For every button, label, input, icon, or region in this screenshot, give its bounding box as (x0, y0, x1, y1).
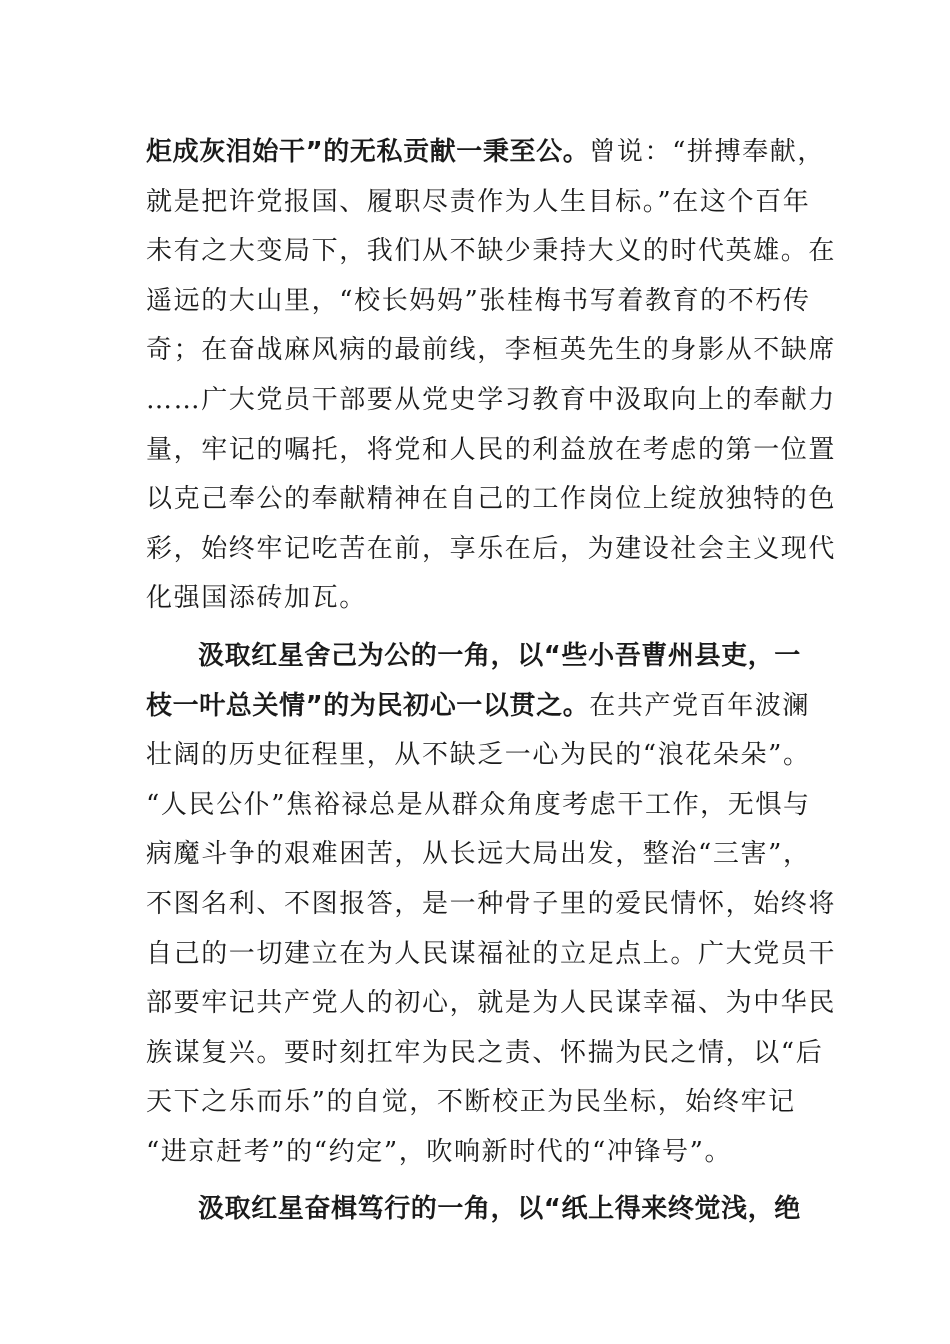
body-text: 化强国添砖加瓦。 (146, 583, 367, 614)
bold-lead: 枝一叶总关情”的为民初心一以贯之。 (146, 690, 590, 721)
text-line (146, 781, 816, 831)
text-line (146, 830, 816, 880)
text-line (146, 930, 837, 980)
body-text: “进京赶考”的“约定”，吹响新时代的“冲锋号”。 (146, 1136, 733, 1167)
body-text: 奇；在奋战麻风病的最前线，李桓英先生的身影从不缺席 (146, 335, 837, 366)
text-line (146, 731, 816, 781)
body-text: 病魔斗争的艰难困苦，从长远大局出发，整治“三害”， (146, 839, 811, 870)
body-text: “人民公仆”焦裕禄总是从群众角度考虑干工作，无惧与 (146, 789, 811, 820)
text-line (146, 525, 837, 575)
text-line (146, 426, 837, 476)
text-line (146, 475, 837, 525)
body-text: 在共产党百年波澜 (589, 690, 811, 721)
paragraph-2 (146, 632, 837, 1178)
body-text: 就是把许党报国、履职尽责作为人生目标。”在这个百年 (146, 186, 811, 217)
text-line (146, 178, 816, 228)
text-line (146, 632, 816, 682)
bold-lead: 炬成灰泪始干”的无私贡献一秉至公。 (146, 137, 590, 167)
paragraph-gap (146, 1177, 816, 1185)
bold-lead: 汲取红星奋楫笃行的一角，以“纸上得来终觉浅，绝 (198, 1194, 801, 1225)
text-line (146, 326, 837, 376)
body-text: 曾说：“拼搏奉献， (589, 137, 825, 167)
text-line (146, 128, 825, 178)
body-text: 壮阔的历史征程里，从不缺乏一心为民的“浪花朵朵”。 (146, 740, 811, 771)
body-text: 以克己奉公的奉献精神在自己的工作岗位上绽放独特的色 (146, 484, 837, 515)
body-text: 部要牢记共产党人的初心，就是为人民谋幸福、为中华民 (146, 988, 837, 1019)
body-text: 量，牢记的嘱托，将党和人民的利益放在考虑的第一位置 (146, 434, 837, 465)
text-line (146, 979, 837, 1029)
body-text: 不图名利、不图报答，是一种骨子里的爱民情怀，始终将 (146, 888, 837, 919)
body-text: 未有之大变局下，我们从不缺少秉持大义的时代英雄。在 (146, 236, 837, 267)
body-text: ……广大党员干部要从党史学习教育中汲取向上的奉献力 (146, 384, 837, 415)
text-line (146, 1078, 816, 1128)
body-text: 彩，始终牢记吃苦在前，享乐在后，为建设社会主义现代 (146, 533, 837, 564)
text-line (146, 682, 816, 732)
text-line (146, 227, 837, 277)
paragraph-1 (146, 128, 837, 624)
text-line (146, 1029, 824, 1079)
paragraph-gap (146, 624, 816, 632)
text-line (146, 1185, 816, 1235)
body-text: 遥远的大山里，“校长妈妈”张桂梅书写着教育的不朽传 (146, 285, 811, 316)
text-line (146, 880, 837, 930)
text-line (146, 376, 837, 426)
body-text: 自己的一切建立在为人民谋福祉的立足点上。广大党员干 (146, 938, 837, 969)
text-line (146, 1128, 816, 1178)
document-body (146, 128, 837, 1235)
paragraph-3 (146, 1185, 816, 1235)
text-line (146, 574, 816, 624)
bold-lead: 汲取红星舍己为公的一角，以“些小吾曹州县吏，一 (198, 640, 801, 671)
body-text: 族谋复兴。要时刻扛牢为民之责、怀揣为民之情，以“后 (146, 1037, 824, 1068)
text-line (146, 277, 816, 327)
body-text: 天下之乐而乐”的自觉，不断校正为民坐标，始终牢记 (146, 1087, 796, 1118)
